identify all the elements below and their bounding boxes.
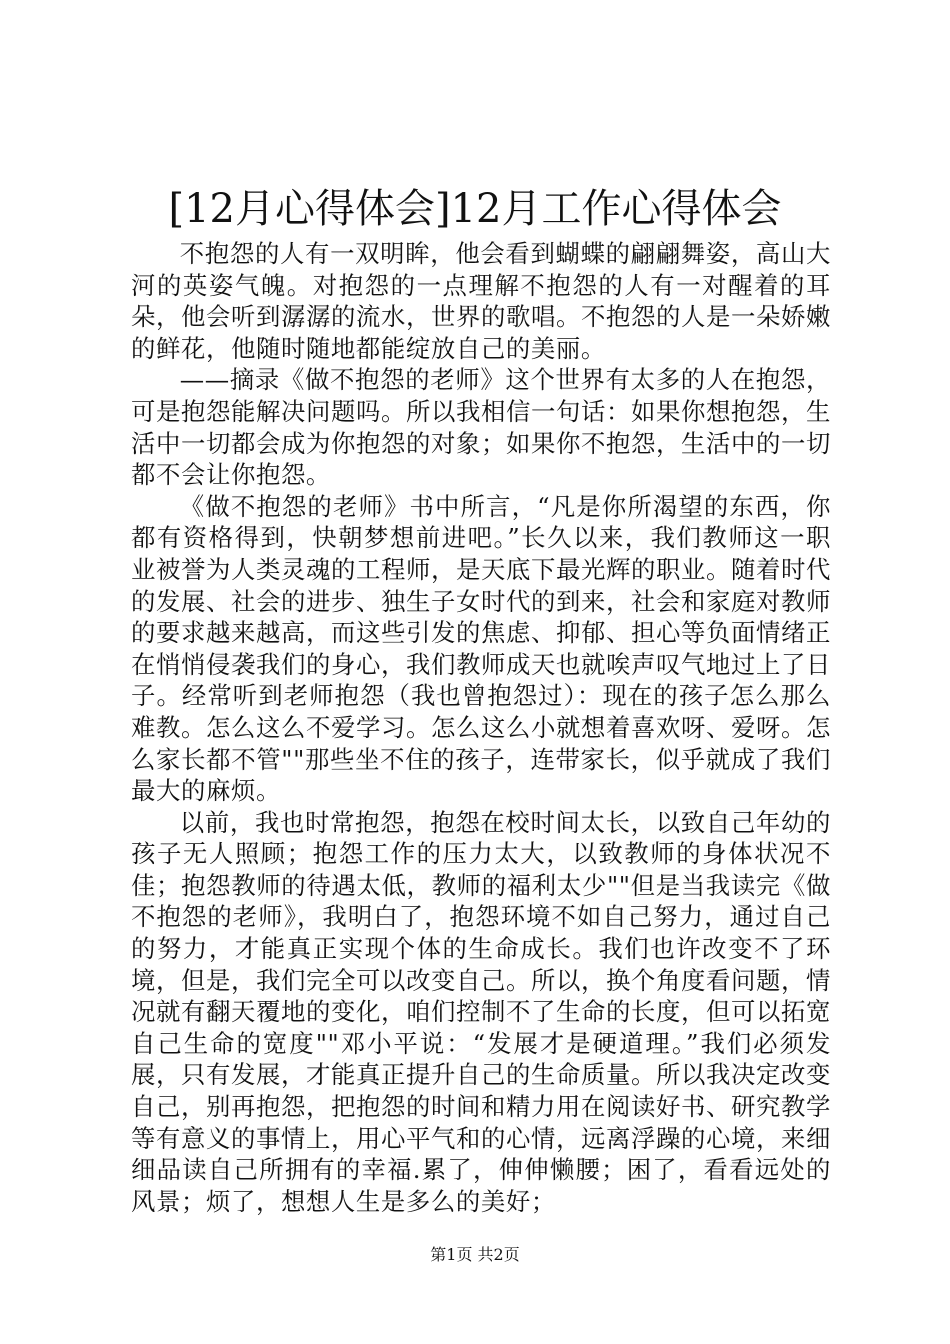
paragraph-3: 《做不抱怨的老师》书中所言，“凡是你所渴望的东西，你都有资格得到，快朝梦想前进吧。”长久以来，我们教师这一职业被誉为人类灵魂的工程师，是天底下最光辉的职业。随着时代的发展、社会的进步、独生子女时代的到来，社会和家庭对教师的要求越来越高，而这些引发的焦虑、抑郁、担心等负面情绪正在悄悄侵袭我们的身心，我们教师成天也就唉声叹气地过上了日子。经常听到老师抱怨（我也曾抱怨过）：现在的孩子怎么那么难教。怎么这么不爱学习。怎么这么小就想着喜欢呀、爱呀。怎么家长都不管""那些坐不住的孩子，连带家长，似乎就成了我们最大的麻烦。: [131, 491, 831, 806]
document-title: [12月心得体会]12月工作心得体会: [168, 186, 782, 232]
page-number-footer: 第1页 共2页: [430, 1245, 520, 1264]
paragraph-1: 不抱怨的人有一双明眸，他会看到蝴蝶的翩翩舞姿，高山大河的英姿气魄。对抱怨的一点理解不抱怨的人有一对醒着的耳朵，他会听到潺潺的流水，世界的歌唱。不抱怨的人是一朵娇嫩的鲜花，他随时随地都能绽放自己的美丽。: [131, 239, 831, 363]
paragraph-4: 以前，我也时常抱怨，抱怨在校时间太长，以致自己年幼的孩子无人照顾；抱怨工作的压力太大，以致教师的身体状况不佳；抱怨教师的待遇太低，教师的福利太少""但是当我读完《做不抱怨的老师》，我明白了，抱怨环境不如自己努力，通过自己的努力，才能真正实现个体的生命成长。我们也许改变不了环境，但是，我们完全可以改变自己。所以，换个角度看问题，情况就有翻天覆地的变化，咱们控制不了生命的长度，但可以拓宽自己生命的宽度""邓小平说：“发展才是硬道理。”我们必须发展，只有发展，才能真正提升自己的生命质量。所以我决定改变自己，别再抱怨，把抱怨的时间和精力用在阅读好书、研究教学等有意义的事情上，用心平气和的心情，远离浮躁的心境，来细细品读自己所拥有的幸福.累了，伸伸懒腰；困了，看看远处的风景；烦了，想想人生是多么的美好；: [131, 807, 831, 1216]
document-body: [131, 238, 831, 1217]
paragraph-2: ——摘录《做不抱怨的老师》这个世界有太多的人在抱怨，可是抱怨能解决问题吗。所以我相信一句话：如果你想抱怨，生活中一切都会成为你抱怨的对象；如果你不抱怨，生活中的一切都不会让你抱怨。: [131, 365, 831, 490]
